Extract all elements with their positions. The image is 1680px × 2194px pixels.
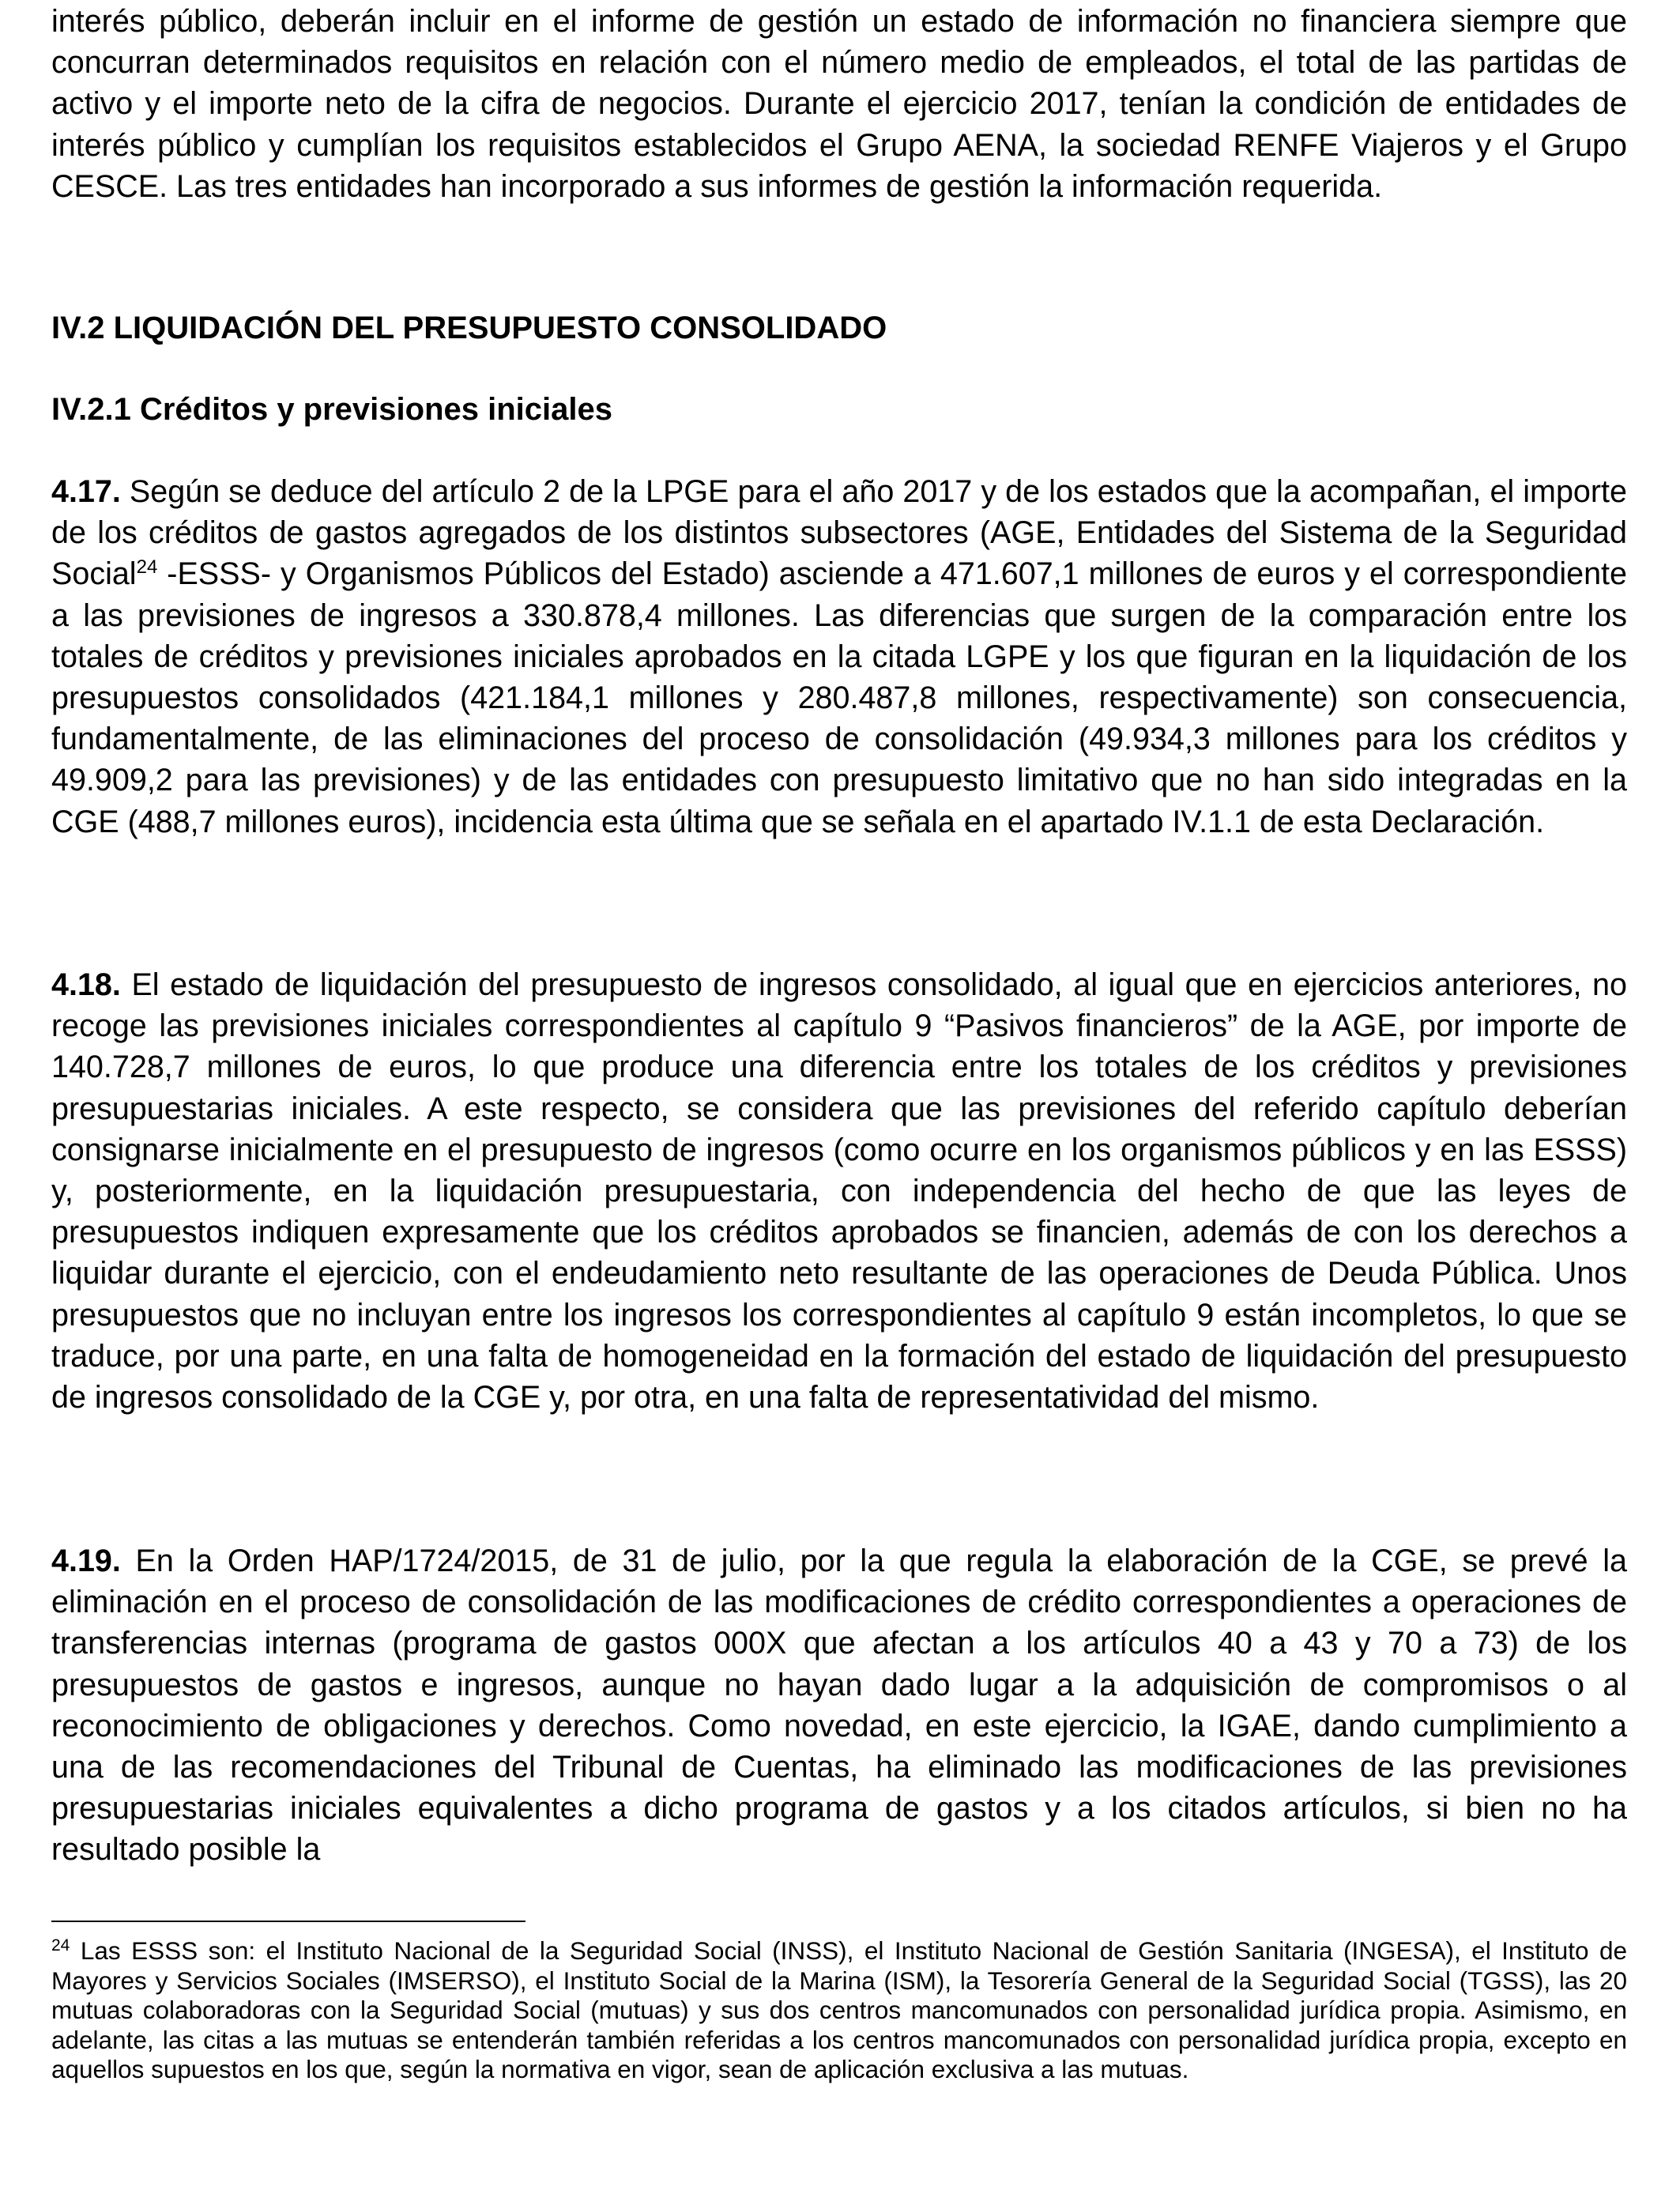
footnote [51, 1936, 1627, 2085]
paragraph-text: En la Orden HAP/1724/2015, de 31 de julio, por la que regula la elaboración de la CGE, se prevé la eliminación en el proceso de consolidación de las modificaciones de crédito correspondientes a operaciones de transferencias internas (programa de gastos 000X que afectan a los artículos 40 a 43 y 70 a 73) de los presupuestos de gastos e ingresos, aunque no hayan dado lugar a la adquisición de compromisos o al reconocimiento de obligaciones y derechos. Como novedad, en este ejercicio, la IGAE, dando cumplimiento a una de las recomendaciones del Tribunal de Cuentas, ha eliminado las modificaciones de las previsiones presupuestarias iniciales equivalentes a dicho programa de gastos y a los citados artículos, si bien no ha resultado posible la [51, 1544, 1627, 1868]
intro-paragraph [51, 1, 1627, 207]
paragraph-number: 4.17. [51, 474, 121, 509]
document-page [51, 0, 1627, 2194]
paragraph-number: 4.18. [51, 967, 121, 1002]
paragraph-4-18 [51, 964, 1627, 1418]
section-heading: IV.2 LIQUIDACIÓN DEL PRESUPUESTO CONSOLIDADO [51, 311, 887, 345]
footnote-marker: 24 [51, 1936, 70, 1955]
paragraph-text: Según se deduce del artículo 2 de la LPGE para el año 2017 y de los estados que la acompañan, el importe de los créditos de gastos agregados de los distintos subsectores (AGE, Entidades del Sistema de la Seguridad Social [51, 474, 1627, 592]
paragraph-text-continued: -ESSS- y Organismos Públicos del Estado) asciende a 471.607,1 millones de euros y el correspondiente a las previsiones de ingresos a 330.878,4 millones. Las diferencias que surgen de la comparación entre los totales de créditos y previsiones iniciales aprobados en la citada LGPE y los que figuran en la liquidación de los presupuestos consolidados (421.184,1 millones y 280.487,8 millones, respectivamente) son consecuencia, fundamentalmente, de las eliminaciones del proceso de consolidación (49.934,3 millones para los créditos y 49.909,2 para las previsiones) y de las entidades con presupuesto limitativo que no han sido integradas en la CGE (488,7 millones euros), incidencia esta última que se señala en el apartado IV.1.1 de esta Declaración. [51, 556, 1627, 839]
paragraph-text: El estado de liquidación del presupuesto de ingresos consolidado, al igual que en ejercicios anteriores, no recoge las previsiones iniciales correspondientes al capítulo 9 “Pasivos financieros” de la AGE, por importe de 140.728,7 millones de euros, lo que produce una diferencia entre los totales de los créditos y previsiones presupuestarias iniciales. A este respecto, se considera que las previsiones del referido capítulo deberían consignarse inicialmente en el presupuesto de ingresos (como ocurre en los organismos públicos y en las ESSS) y, posteriormente, en la liquidación presupuestaria, con independencia del hecho de que las leyes de presupuestos indiquen expresamente que los créditos aprobados se financien, además de con los derechos a liquidar durante el ejercicio, con el endeudamiento neto resultante de las operaciones de Deuda Pública. Unos presupuestos que no incluyan entre los ingresos los correspondientes al capítulo 9 están incompletos, lo que se traduce, por una parte, en una falta de homogeneidad en la formación del estado de liquidación del presupuesto de ingresos consolidado de la CGE y, por otra, en una falta de representatividad del mismo. [51, 967, 1627, 1416]
footnote-reference[interactable]: 24 [136, 556, 158, 579]
subsection-heading: IV.2.1 Créditos y previsiones iniciales [51, 392, 612, 427]
paragraph-4-17 [51, 471, 1627, 843]
paragraph-4-19 [51, 1540, 1627, 1871]
footnote-text: Las ESSS son: el Instituto Nacional de la Seguridad Social (INSS), el Instituto Nacional de Gestión Sanitaria (INGESA), el Instituto de Mayores y Servicios Sociales (IMSERSO), el Instituto Social de la Marina (ISM), la Tesorería General de la Seguridad Social (TGSS), las 20 mutuas colaboradoras con la Seguridad Social (mutuas) y sus dos centros mancomunados con personalidad jurídica propia. Asimismo, en adelante, las citas a las mutuas se entenderán también referidas a los centros mancomunados con personalidad jurídica propia, excepto en aquellos supuestos en los que, según la normativa en vigor, sean de aplicación exclusiva a las mutuas. [51, 1936, 1627, 2084]
footnote-separator [51, 1921, 525, 1922]
paragraph-number: 4.19. [51, 1544, 121, 1578]
intro-paragraph-text: interés público, deberán incluir en el informe de gestión un estado de información no financiera siempre que concurran determinados requisitos en relación con el número medio de empleados, el total de las partidas de activo y el importe neto de la cifra de negocios. Durante el ejercicio 2017, tenían la condición de entidades de interés público y cumplían los requisitos establecidos el Grupo AENA, la sociedad RENFE Viajeros y el Grupo CESCE. Las tres entidades han incorporado a sus informes de gestión la información requerida. [51, 4, 1627, 204]
